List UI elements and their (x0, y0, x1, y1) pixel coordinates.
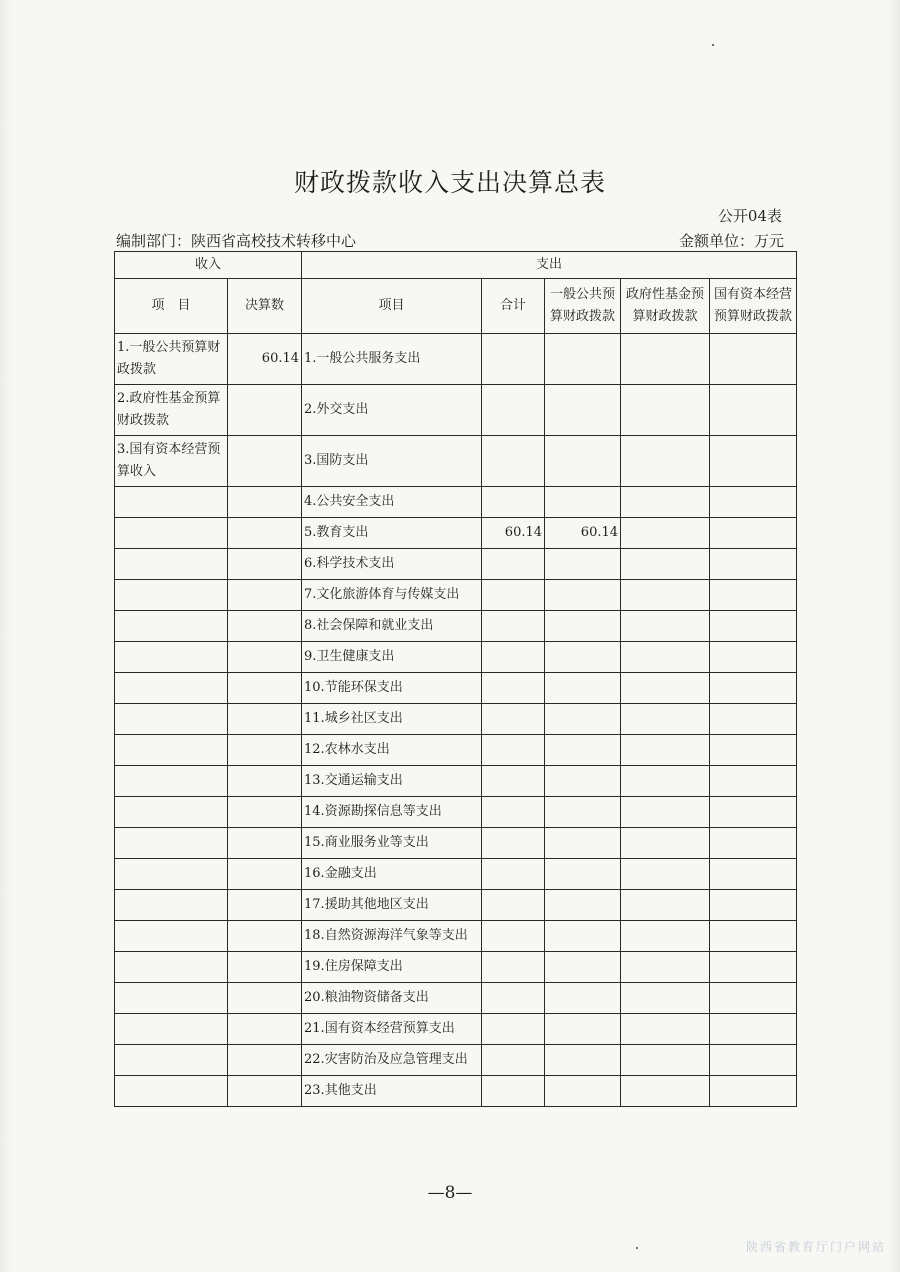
expense-general (545, 385, 621, 436)
expense-item: 12.农林水支出 (302, 735, 482, 766)
expense-total (482, 952, 545, 983)
expense-total (482, 611, 545, 642)
expense-soe (710, 642, 797, 673)
page-number: —8— (427, 1183, 473, 1203)
expense-fund (621, 385, 710, 436)
expense-item: 8.社会保障和就业支出 (302, 611, 482, 642)
empty-cell (115, 1014, 228, 1045)
expense-soe (710, 1045, 797, 1076)
expense-soe (710, 385, 797, 436)
income-amount (228, 385, 302, 436)
expense-item: 22.灾害防治及应急管理支出 (302, 1045, 482, 1076)
expense-soe (710, 549, 797, 580)
expense-group-header: 支出 (302, 252, 797, 279)
expense-total (482, 828, 545, 859)
table-row (115, 673, 797, 704)
empty-cell (228, 735, 302, 766)
table-row (115, 704, 797, 735)
table-row (115, 859, 797, 890)
expense-general (545, 580, 621, 611)
empty-cell (228, 518, 302, 549)
income-item: 3.国有资本经营预算收入 (115, 436, 228, 487)
expense-item: 20.粮油物资储备支出 (302, 983, 482, 1014)
page-title: 财政拨款收入支出决算总表 (293, 168, 606, 197)
empty-cell (228, 704, 302, 735)
expense-fund (621, 797, 710, 828)
expense-fund (621, 673, 710, 704)
general-budget-header: 一般公共预算财政拨款 (545, 279, 621, 334)
expense-total: 60.14 (482, 518, 545, 549)
table-row (115, 890, 797, 921)
empty-cell (115, 921, 228, 952)
expense-general (545, 704, 621, 735)
expense-total (482, 735, 545, 766)
empty-cell (115, 518, 228, 549)
expense-total (482, 1014, 545, 1045)
expense-fund (621, 704, 710, 735)
expense-total (482, 797, 545, 828)
expense-fund (621, 1014, 710, 1045)
income-item: 1.一般公共预算财政拨款 (115, 334, 228, 385)
expense-general (545, 797, 621, 828)
expense-general (545, 859, 621, 890)
expense-total (482, 549, 545, 580)
expense-total (482, 673, 545, 704)
soe-budget-header: 国有资本经营预算财政拨款 (710, 279, 797, 334)
expense-general (545, 890, 621, 921)
fund-budget-header: 政府性基金预算财政拨款 (621, 279, 710, 334)
empty-cell (115, 890, 228, 921)
empty-cell (228, 766, 302, 797)
empty-cell (228, 828, 302, 859)
expense-soe (710, 1076, 797, 1107)
expense-fund (621, 1045, 710, 1076)
expense-item: 11.城乡社区支出 (302, 704, 482, 735)
expense-item: 18.自然资源海洋气象等支出 (302, 921, 482, 952)
department-line (116, 230, 356, 251)
table-row (115, 334, 797, 385)
expense-soe (710, 518, 797, 549)
expense-general (545, 642, 621, 673)
expense-item: 17.援助其他地区支出 (302, 890, 482, 921)
empty-cell (115, 735, 228, 766)
expense-item-header: 项目 (302, 279, 482, 334)
expense-fund (621, 580, 710, 611)
expense-general (545, 1014, 621, 1045)
expense-fund (621, 436, 710, 487)
empty-cell (228, 890, 302, 921)
watermark: 陕西省教育厅门户网站 (745, 1240, 886, 1254)
expense-general (545, 1076, 621, 1107)
expense-fund (621, 611, 710, 642)
expense-general: 60.14 (545, 518, 621, 549)
table-row (115, 735, 797, 766)
expense-total (482, 983, 545, 1014)
empty-cell (228, 1045, 302, 1076)
expense-item: 16.金融支出 (302, 859, 482, 890)
amount-unit: 金额单位：万元 (678, 232, 784, 250)
empty-cell (115, 704, 228, 735)
expense-general (545, 611, 621, 642)
empty-cell (115, 549, 228, 580)
empty-cell (228, 580, 302, 611)
expense-total (482, 487, 545, 518)
expense-total (482, 704, 545, 735)
empty-cell (228, 921, 302, 952)
empty-cell (115, 487, 228, 518)
total-header: 合计 (482, 279, 545, 334)
empty-cell (115, 797, 228, 828)
table-row (115, 828, 797, 859)
expense-total (482, 890, 545, 921)
expense-total (482, 1076, 545, 1107)
expense-item: 3.国防支出 (302, 436, 482, 487)
expense-item: 19.住房保障支出 (302, 952, 482, 983)
expense-total (482, 642, 545, 673)
expense-general (545, 549, 621, 580)
expense-fund (621, 1076, 710, 1107)
empty-cell (228, 642, 302, 673)
expense-item: 2.外交支出 (302, 385, 482, 436)
income-amount: 60.14 (228, 334, 302, 385)
table-row (115, 797, 797, 828)
expense-soe (710, 797, 797, 828)
expense-fund (621, 518, 710, 549)
income-item-header: 项 目 (115, 279, 228, 334)
expense-total (482, 766, 545, 797)
table-row (115, 436, 797, 487)
empty-cell (115, 859, 228, 890)
expense-soe (710, 704, 797, 735)
expense-soe (710, 1014, 797, 1045)
empty-cell (115, 952, 228, 983)
table-row (115, 952, 797, 983)
expense-general (545, 952, 621, 983)
expense-fund (621, 890, 710, 921)
expense-soe (710, 487, 797, 518)
expense-fund (621, 487, 710, 518)
income-item: 2.政府性基金预算财政拨款 (115, 385, 228, 436)
expense-total (482, 1045, 545, 1076)
expense-soe (710, 921, 797, 952)
empty-cell (228, 952, 302, 983)
empty-cell (115, 580, 228, 611)
budget-table (114, 251, 797, 1107)
expense-soe (710, 952, 797, 983)
expense-fund (621, 859, 710, 890)
scan-speck (636, 1247, 638, 1249)
empty-cell (115, 1076, 228, 1107)
empty-cell (228, 797, 302, 828)
expense-total (482, 921, 545, 952)
income-amount (228, 436, 302, 487)
empty-cell (228, 487, 302, 518)
expense-soe (710, 334, 797, 385)
expense-total (482, 334, 545, 385)
expense-item: 14.资源勘探信息等支出 (302, 797, 482, 828)
table-row (115, 983, 797, 1014)
expense-general (545, 766, 621, 797)
department-name: 陕西省高校技术转移中心 (191, 232, 357, 250)
empty-cell (115, 611, 228, 642)
expense-soe (710, 828, 797, 859)
table-row (115, 580, 797, 611)
expense-fund (621, 766, 710, 797)
scan-speck (712, 44, 714, 46)
expense-soe (710, 983, 797, 1014)
expense-fund (621, 952, 710, 983)
expense-item: 21.国有资本经营预算支出 (302, 1014, 482, 1045)
table-row (115, 385, 797, 436)
expense-fund (621, 828, 710, 859)
table-row (115, 518, 797, 549)
expense-soe (710, 436, 797, 487)
expense-general (545, 828, 621, 859)
expense-soe (710, 859, 797, 890)
expense-general (545, 334, 621, 385)
expense-item: 1.一般公共服务支出 (302, 334, 482, 385)
empty-cell (115, 983, 228, 1014)
expense-total (482, 859, 545, 890)
expense-total (482, 436, 545, 487)
empty-cell (115, 828, 228, 859)
expense-total (482, 385, 545, 436)
expense-fund (621, 983, 710, 1014)
expense-item: 7.文化旅游体育与传媒支出 (302, 580, 482, 611)
expense-item: 5.教育支出 (302, 518, 482, 549)
expense-fund (621, 642, 710, 673)
expense-general (545, 1045, 621, 1076)
empty-cell (115, 766, 228, 797)
expense-general (545, 735, 621, 766)
expense-item: 15.商业服务业等支出 (302, 828, 482, 859)
expense-soe (710, 890, 797, 921)
table-row (115, 1076, 797, 1107)
expense-soe (710, 735, 797, 766)
empty-cell (228, 983, 302, 1014)
expense-item: 6.科学技术支出 (302, 549, 482, 580)
table-row (115, 921, 797, 952)
table-row (115, 611, 797, 642)
empty-cell (228, 1014, 302, 1045)
expense-fund (621, 549, 710, 580)
table-row (115, 766, 797, 797)
expense-fund (621, 921, 710, 952)
empty-cell (228, 611, 302, 642)
expense-soe (710, 611, 797, 642)
expense-soe (710, 766, 797, 797)
expense-general (545, 436, 621, 487)
expense-item: 4.公共安全支出 (302, 487, 482, 518)
expense-fund (621, 334, 710, 385)
table-row (115, 1014, 797, 1045)
expense-item: 23.其他支出 (302, 1076, 482, 1107)
form-number: 公开04表 (717, 207, 782, 225)
expense-soe (710, 673, 797, 704)
empty-cell (228, 859, 302, 890)
empty-cell (115, 673, 228, 704)
income-group-header: 收入 (115, 252, 302, 279)
empty-cell (228, 549, 302, 580)
income-amount-header: 决算数 (228, 279, 302, 334)
table-row (115, 487, 797, 518)
empty-cell (228, 673, 302, 704)
expense-general (545, 921, 621, 952)
expense-general (545, 487, 621, 518)
expense-item: 10.节能环保支出 (302, 673, 482, 704)
empty-cell (228, 1076, 302, 1107)
expense-fund (621, 735, 710, 766)
table-row (115, 1045, 797, 1076)
expense-general (545, 983, 621, 1014)
table-row (115, 642, 797, 673)
expense-soe (710, 580, 797, 611)
expense-item: 9.卫生健康支出 (302, 642, 482, 673)
table-row (115, 549, 797, 580)
expense-total (482, 580, 545, 611)
empty-cell (115, 642, 228, 673)
expense-item: 13.交通运输支出 (302, 766, 482, 797)
department-label: 编制部门： (116, 232, 192, 250)
expense-general (545, 673, 621, 704)
empty-cell (115, 1045, 228, 1076)
